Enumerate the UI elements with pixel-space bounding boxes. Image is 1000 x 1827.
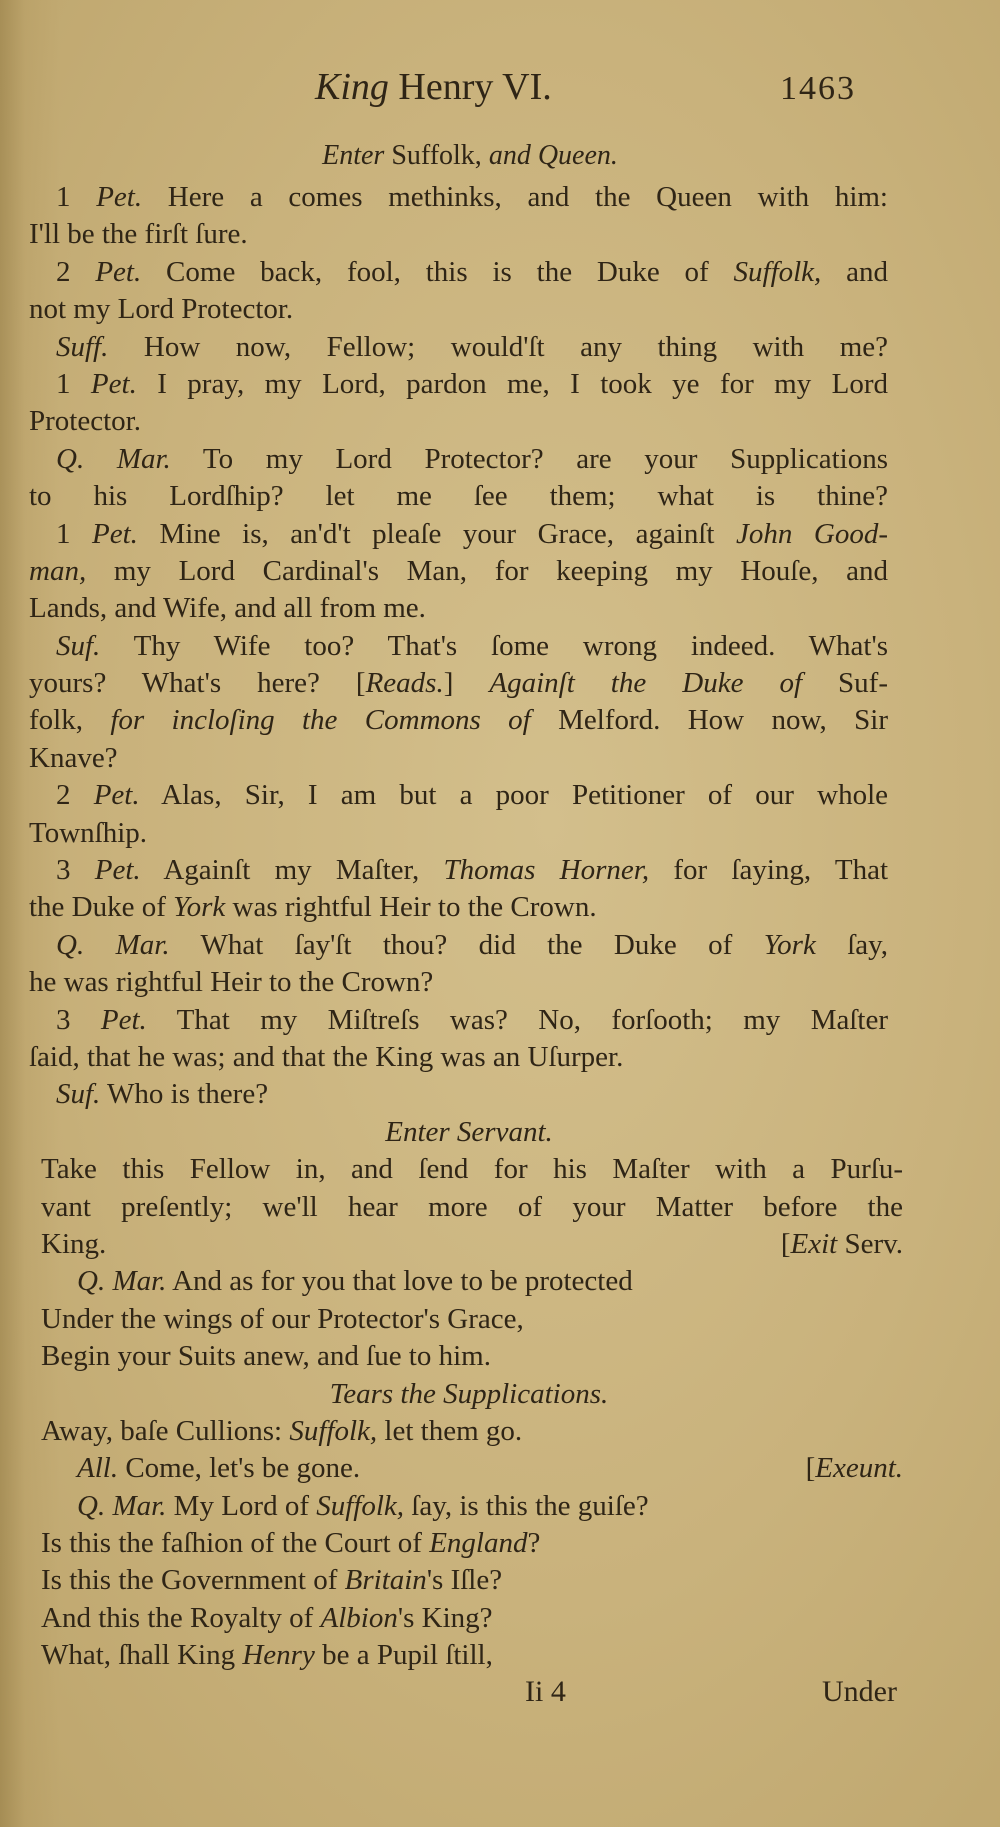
text-run: And as for you that love to be protected xyxy=(166,1265,633,1298)
text-run: vant preſently; we'll hear more of your Matter before the xyxy=(41,1190,903,1223)
running-title-italic: King xyxy=(315,66,389,108)
text-run: Townſhip. xyxy=(29,816,147,849)
italic-text: Q. Mar. xyxy=(77,1489,167,1522)
text-line xyxy=(29,777,888,814)
text-run: To my Lord Protector? are your Supplications xyxy=(170,442,888,475)
text-line xyxy=(41,1525,903,1562)
text-run: Here a comes methinks, and the Queen with him: xyxy=(142,181,888,213)
text-run: yours? What's here? [ xyxy=(29,667,366,700)
page-number: 1463 xyxy=(780,70,856,107)
text-line xyxy=(41,1263,903,1300)
text-line xyxy=(29,179,888,216)
text-line xyxy=(29,329,888,366)
text-line xyxy=(29,815,888,852)
text-run: And this the Royalty of xyxy=(41,1601,321,1634)
play-text xyxy=(29,179,903,1675)
italic-text: man, xyxy=(29,554,87,587)
text-run: was rightful Heir to the Crown. xyxy=(225,891,597,924)
text-line xyxy=(41,1301,903,1338)
text-line xyxy=(29,927,888,964)
signature-mark: Ii 4 xyxy=(525,1675,566,1708)
text-line xyxy=(29,441,888,478)
text-run: Is this the faſhion of the Court of xyxy=(41,1527,430,1560)
text-run: Againſt my Maſter, xyxy=(140,854,444,887)
text-line xyxy=(41,1413,903,1450)
text-run: Begin your Suits anew, and ſue to him. xyxy=(41,1340,491,1373)
text-line xyxy=(29,889,888,926)
italic-text: Suf. xyxy=(56,1078,101,1111)
italic-text: Q. Mar. xyxy=(77,1265,167,1298)
text-run: What ſay'ſt thou? did the Duke of xyxy=(169,928,764,961)
text-line xyxy=(29,628,888,665)
text-run: 3 xyxy=(56,1003,101,1036)
text-line xyxy=(29,366,888,403)
italic-text: for incloſing the Commons of xyxy=(110,704,531,737)
italic-text: Reads. xyxy=(365,667,444,700)
italic-text: Pet. xyxy=(93,779,140,812)
italic-text: Suffolk, xyxy=(289,1414,378,1447)
italic-text: Againſt the Duke of xyxy=(489,667,803,700)
text-run: Alas, Sir, I am but a poor Petitioner of our whole xyxy=(139,779,888,812)
text-run: Knave? xyxy=(29,741,118,774)
text-run: 1 xyxy=(56,181,97,213)
stage-direction xyxy=(29,1114,909,1151)
text-run: My Lord of xyxy=(166,1489,317,1522)
text-line xyxy=(41,1488,903,1525)
italic-text: Suffolk, xyxy=(316,1489,405,1522)
text-run: he was rightful Heir to the Crown? xyxy=(29,966,434,999)
italic-text: Britain xyxy=(344,1564,427,1597)
italic-text: Thomas Horner, xyxy=(443,854,650,887)
italic-text: Suffolk, xyxy=(733,255,822,288)
italic-text: Q. Mar. xyxy=(56,928,170,961)
text-run: Enter Servant. xyxy=(385,1115,553,1148)
line-left xyxy=(41,1450,360,1487)
italic-text: Pet. xyxy=(90,367,137,400)
text-line xyxy=(29,665,888,702)
italic-text: Pet. xyxy=(100,1003,147,1036)
catchword: Under xyxy=(822,1675,897,1708)
text-run: Protector. xyxy=(29,405,141,438)
text-run: Tears the Supplications. xyxy=(329,1377,609,1410)
text-run: What, ſhall King xyxy=(41,1639,243,1672)
text-run: ſay, xyxy=(815,928,888,961)
italic-text: York xyxy=(763,928,816,961)
text-run: Come, let's be gone. xyxy=(118,1452,361,1485)
italic-text: Pet. xyxy=(92,517,138,550)
text-run: Melford. How now, Sir xyxy=(530,704,888,737)
text-run: Serv. xyxy=(837,1227,903,1260)
text-line xyxy=(29,478,888,515)
page-footer xyxy=(0,1672,1000,1712)
text-run: not my Lord Protector. xyxy=(29,293,294,326)
text-run: I pray, my Lord, pardon me, I took ye for my Lord xyxy=(136,367,888,400)
italic-text: Pet. xyxy=(94,854,141,887)
text-line xyxy=(41,1450,903,1487)
text-line xyxy=(29,254,888,291)
text-run: ] xyxy=(443,667,490,700)
text-line xyxy=(41,1189,903,1226)
running-title xyxy=(315,62,552,112)
text-run: Is this the Government of xyxy=(41,1564,345,1597)
text-run: King. xyxy=(41,1227,107,1260)
text-line xyxy=(29,702,888,739)
italic-text: Pet. xyxy=(95,255,142,288)
text-run: Who is there? xyxy=(100,1078,269,1111)
text-line xyxy=(29,852,888,889)
text-run: I'll be the firſt ſure. xyxy=(29,218,248,251)
text-run: Take this Fellow in, and ſend for his Maſter with a Purſu- xyxy=(41,1153,903,1186)
text-line xyxy=(41,1338,903,1375)
italic-text: Albion xyxy=(320,1601,398,1634)
stage-direction-exit xyxy=(770,1450,903,1487)
italic-text: Q. Mar. xyxy=(56,442,171,475)
italic-text: Exit xyxy=(790,1227,838,1260)
text-run: for ſaying, That xyxy=(649,854,888,887)
text-line xyxy=(29,403,888,440)
text-line xyxy=(29,964,888,1001)
italic-text: York xyxy=(173,891,226,924)
text-run: be a Pupil ſtill, xyxy=(314,1639,493,1672)
text-run: folk, xyxy=(29,704,111,737)
text-run: ſaid, that he was; and that the King was an Uſurper. xyxy=(29,1040,624,1073)
text-line xyxy=(41,1226,903,1263)
italic-text: Enter xyxy=(322,140,385,171)
text-run: How now, Fellow; would'ſt any thing with me? xyxy=(108,330,888,363)
stage-direction xyxy=(29,1376,909,1413)
text-run: That my Miſtreſs was? No, forſooth; my Maſter xyxy=(146,1003,888,1036)
text-run: Mine is, an'd't pleaſe your Grace, againſt xyxy=(137,517,736,550)
text-line xyxy=(29,1039,888,1076)
text-run: the Duke of xyxy=(29,891,174,924)
text-run: ſay, is this the guiſe? xyxy=(404,1489,649,1522)
text-run: to his Lordſhip? let me ſee them; what is thine? xyxy=(29,480,888,513)
text-line xyxy=(41,1600,903,1637)
text-run: ? xyxy=(527,1527,541,1560)
text-run: [ xyxy=(780,1227,791,1260)
text-run: my Lord Cardinal's Man, for keeping my Houſe, and xyxy=(86,554,888,587)
text-line xyxy=(29,1076,888,1113)
italic-text: Suff. xyxy=(56,330,109,363)
text-line xyxy=(29,590,888,627)
text-run: Thy Wife too? That's ſome wrong indeed. What's xyxy=(100,629,888,662)
text-run: [ xyxy=(805,1452,816,1485)
running-title-roman: Henry VI. xyxy=(388,66,552,108)
text-line xyxy=(41,1151,903,1188)
italic-text: England xyxy=(429,1527,528,1560)
text-run: Come back, fool, this is the Duke of xyxy=(141,255,734,288)
text-run: Suf- xyxy=(802,667,888,700)
text-run: and xyxy=(821,255,888,288)
running-head xyxy=(0,62,1000,112)
text-run: 1 xyxy=(56,367,91,400)
text-run: 1 xyxy=(56,517,93,550)
text-line xyxy=(29,1002,888,1039)
italic-text: Henry xyxy=(242,1639,315,1672)
text-run: 2 xyxy=(56,779,94,812)
line-left xyxy=(41,1226,106,1263)
italic-text: All. xyxy=(77,1452,119,1485)
italic-text: and Queen. xyxy=(488,140,618,171)
text-line xyxy=(29,291,888,328)
text-line xyxy=(41,1637,903,1674)
stage-direction-entrance xyxy=(0,137,940,174)
text-line xyxy=(29,216,888,253)
text-line xyxy=(29,740,888,777)
text-line xyxy=(41,1562,903,1599)
text-run: 's King? xyxy=(397,1601,493,1634)
text-run: 2 xyxy=(56,255,96,288)
text-run: Suffolk, xyxy=(384,140,489,171)
text-run: Away, baſe Cullions: xyxy=(41,1414,290,1447)
text-run: 's Iſle? xyxy=(426,1564,503,1597)
text-run: let them go. xyxy=(377,1414,523,1447)
italic-text: Pet. xyxy=(96,181,143,213)
italic-text: Exeunt. xyxy=(815,1452,903,1485)
text-line xyxy=(29,516,888,553)
text-line xyxy=(29,553,888,590)
text-run: Under the wings of our Protector's Grace, xyxy=(41,1302,524,1335)
italic-text: Suf. xyxy=(56,629,101,662)
italic-text: John Good- xyxy=(736,517,888,550)
text-run: Lands, and Wife, and all from me. xyxy=(29,592,426,625)
stage-direction-exit xyxy=(781,1226,903,1263)
text-run: 3 xyxy=(56,854,95,887)
